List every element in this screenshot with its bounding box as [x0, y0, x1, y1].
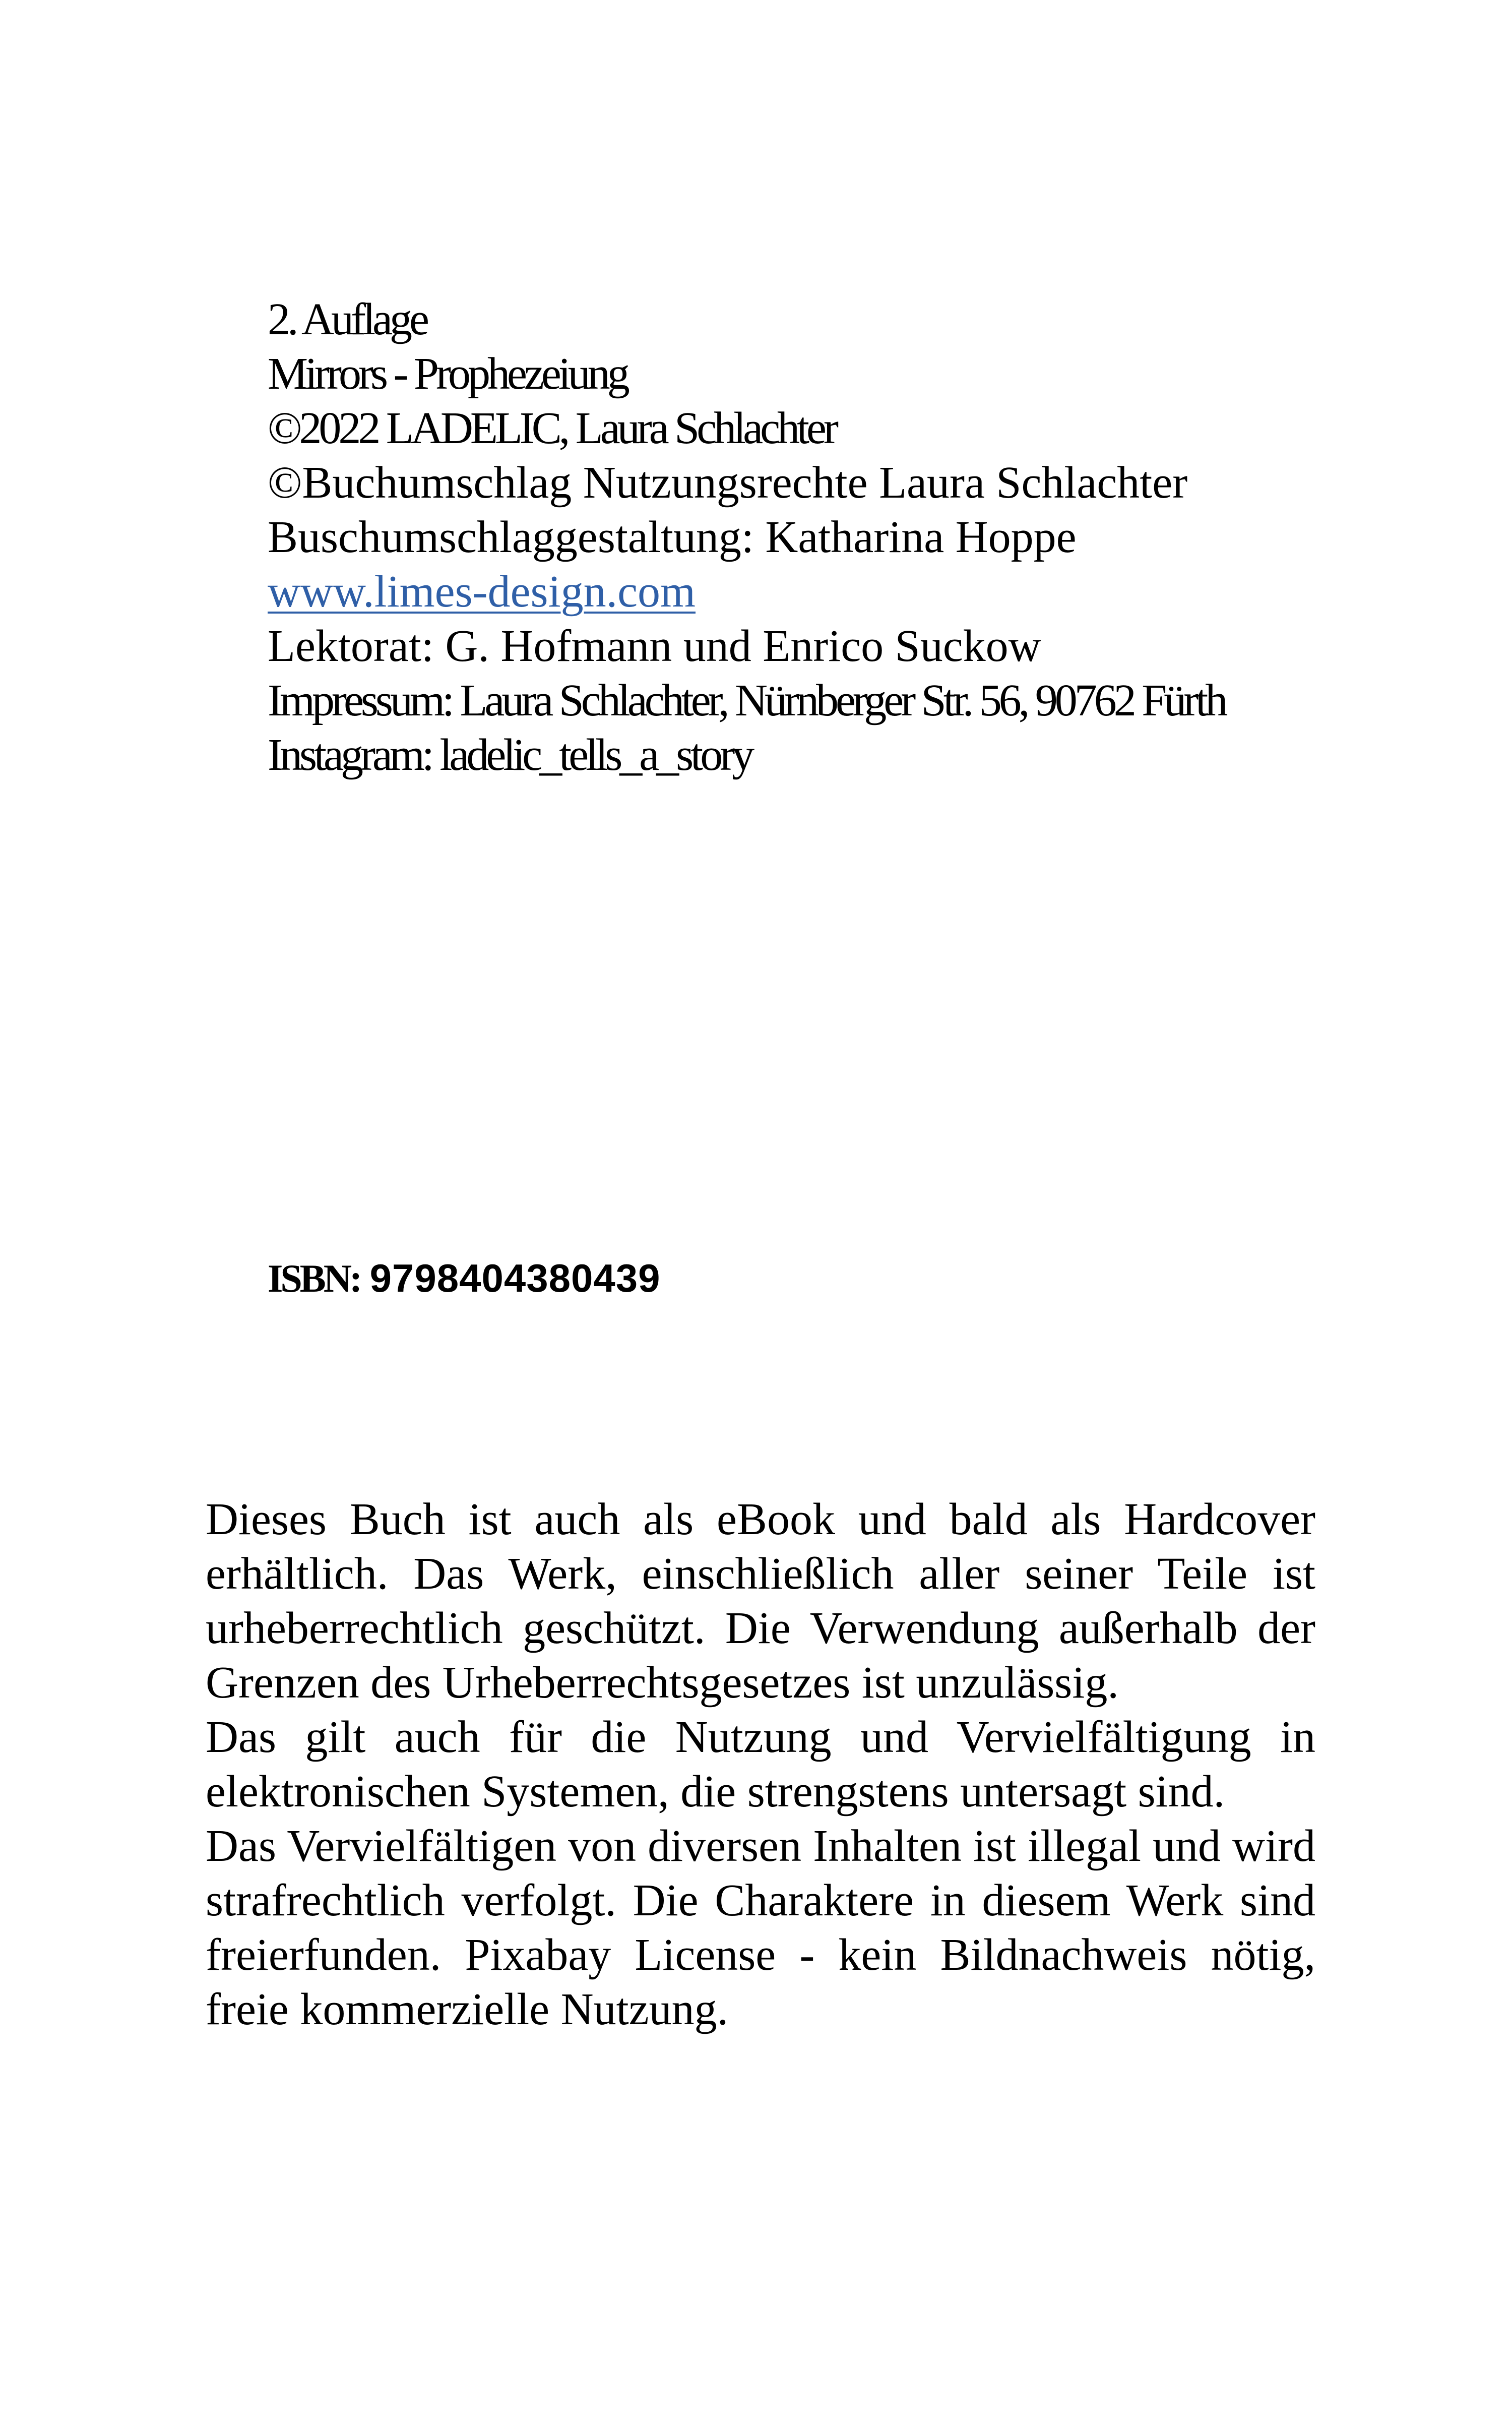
- website-link[interactable]: www.limes-design.com: [268, 567, 696, 617]
- editing-line: Lektorat: G. Hofmann und Enrico Suckow: [268, 621, 1041, 671]
- legal-notice-paragraph: Das Vervielfältigen von diversen Inhalten ist illegal und wird strafrechtlich verfolgt. Die Charaktere in diesem Werk sind freierfunden. Pixabay License - kein Bildnachweis nötig, freie kommerzielle Nutzung.: [206, 1821, 1315, 2034]
- legal-notice-paragraph: Dieses Buch ist auch als eBook und bald als Hardcover erhältlich. Das Werk, einschließlich aller seiner Teile ist urheberrechtlich geschützt. Die Verwendung außerhalb der Grenzen des Urheberrechtsgesetzes ist unzulässig.: [206, 1494, 1315, 1708]
- copyright-line: ©2022 LADELIC, Laura Schlachter: [268, 403, 836, 453]
- isbn-value: 9798404380439: [369, 1256, 661, 1300]
- website-line: [268, 565, 1376, 619]
- cover-design-line: Buschumschlaggestaltung: Katharina Hoppe: [268, 512, 1077, 562]
- book-title-line: Mirrors - Prophezeiung: [268, 349, 627, 399]
- isbn-line: [268, 1255, 661, 1301]
- cover-rights-line: ©Buchumschlag Nutzungsrechte Laura Schlachter: [268, 458, 1188, 508]
- legal-notice-paragraph: Das gilt auch für die Nutzung und Vervielfältigung in elektronischen Systemen, die strengstens untersagt sind.: [206, 1712, 1315, 1817]
- publisher-info-line: Impressum: Laura Schlachter, Nürnberger Str. 56, 90762 Fürth: [268, 676, 1225, 725]
- legal-notice: [206, 1492, 1315, 2037]
- instagram-line: Instagram: ladelic_tells_a_story: [268, 730, 752, 780]
- edition-line: 2. Auflage: [268, 294, 426, 344]
- isbn-label: ISBN:: [268, 1256, 360, 1300]
- imprint-block: [268, 292, 1376, 782]
